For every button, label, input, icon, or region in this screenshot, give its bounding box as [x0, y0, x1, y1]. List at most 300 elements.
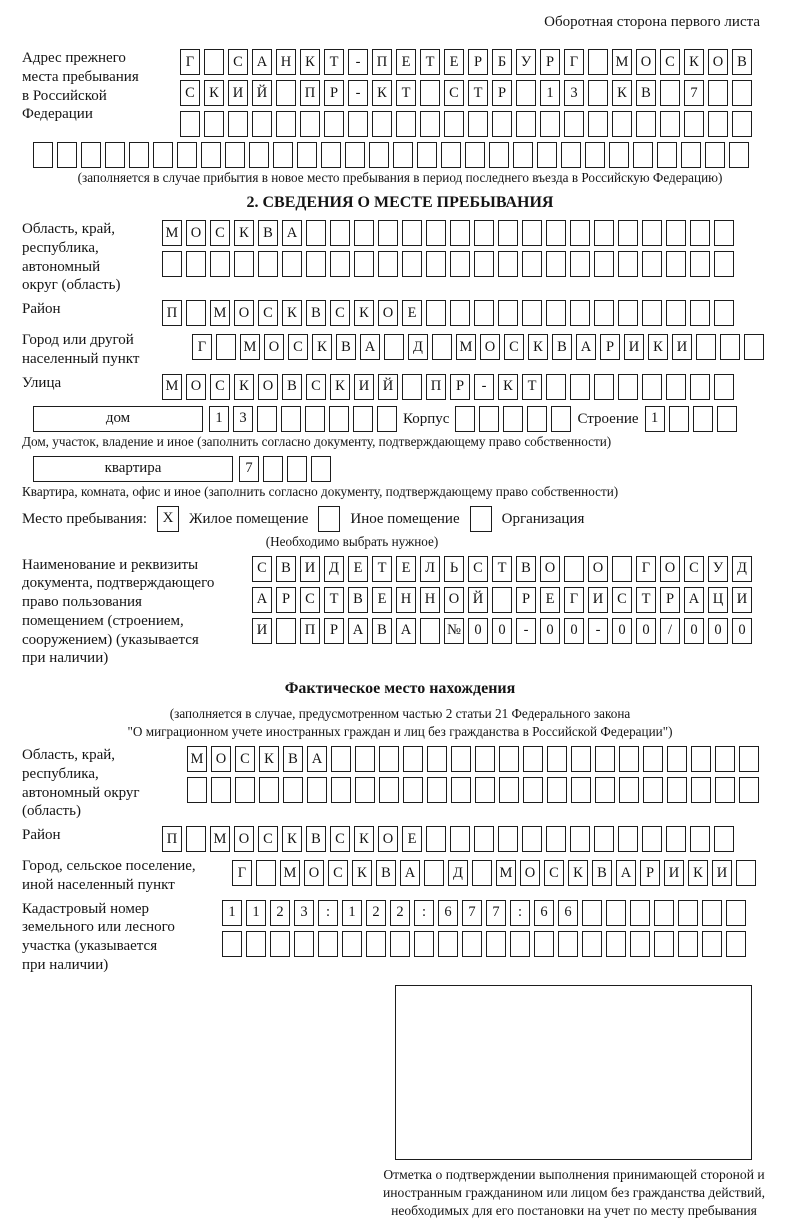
grid-cell[interactable]: С	[210, 374, 230, 400]
grid-cell[interactable]	[186, 826, 206, 852]
grid-cell[interactable]: П	[372, 49, 392, 75]
grid-cell[interactable]: А	[576, 334, 596, 360]
grid-cell[interactable]	[564, 556, 584, 582]
grid-cell[interactable]	[259, 777, 279, 803]
grid-cell[interactable]	[403, 746, 423, 772]
grid-cell[interactable]	[402, 220, 422, 246]
grid-cell[interactable]: Р	[600, 334, 620, 360]
grid-cell[interactable]: О	[378, 826, 398, 852]
grid-cell[interactable]	[546, 251, 566, 277]
grid-cell[interactable]	[475, 746, 495, 772]
grid-cell[interactable]: К	[282, 300, 302, 326]
grid-cell[interactable]: 0	[540, 618, 560, 644]
grid-cell[interactable]	[492, 587, 512, 613]
grid-cell[interactable]	[426, 300, 446, 326]
grid-cell[interactable]	[384, 334, 404, 360]
grid-cell[interactable]	[715, 746, 735, 772]
grid-cell[interactable]: О	[186, 374, 206, 400]
grid-cell[interactable]: 6	[534, 900, 554, 926]
grid-cell[interactable]	[318, 931, 338, 957]
grid-cell[interactable]	[263, 456, 283, 482]
grid-cell[interactable]: М	[612, 49, 632, 75]
grid-cell[interactable]	[186, 300, 206, 326]
grid-cell[interactable]	[522, 826, 542, 852]
grid-cell[interactable]	[403, 777, 423, 803]
grid-cell[interactable]: И	[228, 80, 248, 106]
grid-cell[interactable]: А	[348, 618, 368, 644]
grid-cell[interactable]: С	[504, 334, 524, 360]
grid-cell[interactable]	[657, 142, 677, 168]
grid-cell[interactable]: К	[352, 860, 372, 886]
grid-cell[interactable]	[420, 80, 440, 106]
grid-cell[interactable]: К	[528, 334, 548, 360]
grid-cell[interactable]	[369, 142, 389, 168]
grid-cell[interactable]	[355, 777, 375, 803]
grid-cell[interactable]: Д	[448, 860, 468, 886]
grid-cell[interactable]: А	[282, 220, 302, 246]
grid-cell[interactable]: С	[300, 587, 320, 613]
grid-cell[interactable]: 1	[209, 406, 229, 432]
grid-cell[interactable]: Р	[540, 49, 560, 75]
grid-cell[interactable]	[739, 777, 759, 803]
grid-cell[interactable]: О	[264, 334, 284, 360]
grid-cell[interactable]	[258, 251, 278, 277]
grid-cell[interactable]: 6	[558, 900, 578, 926]
grid-cell[interactable]	[444, 111, 464, 137]
grid-cell[interactable]: В	[306, 826, 326, 852]
grid-cell[interactable]	[228, 111, 248, 137]
grid-cell[interactable]: Г	[564, 49, 584, 75]
grid-cell[interactable]: Н	[396, 587, 416, 613]
grid-cell[interactable]: Е	[444, 49, 464, 75]
grid-cell[interactable]	[513, 142, 533, 168]
grid-cell[interactable]: К	[688, 860, 708, 886]
grid-cell[interactable]: У	[516, 49, 536, 75]
grid-cell[interactable]: В	[516, 556, 536, 582]
grid-cell[interactable]: А	[252, 49, 272, 75]
grid-cell[interactable]: Г	[232, 860, 252, 886]
grid-cell[interactable]: :	[414, 900, 434, 926]
grid-cell[interactable]	[642, 220, 662, 246]
grid-cell[interactable]: Р	[640, 860, 660, 886]
grid-cell[interactable]: 1	[540, 80, 560, 106]
grid-cell[interactable]: И	[732, 587, 752, 613]
grid-cell[interactable]	[732, 80, 752, 106]
grid-cell[interactable]	[492, 111, 512, 137]
grid-cell[interactable]: С	[252, 556, 272, 582]
grid-cell[interactable]	[306, 251, 326, 277]
grid-cell[interactable]: М	[280, 860, 300, 886]
grid-cell[interactable]: А	[616, 860, 636, 886]
grid-cell[interactable]: Т	[324, 49, 344, 75]
grid-cell[interactable]	[438, 931, 458, 957]
grid-cell[interactable]	[324, 111, 344, 137]
grid-cell[interactable]	[660, 111, 680, 137]
grid-cell[interactable]	[204, 111, 224, 137]
grid-cell[interactable]: Й	[252, 80, 272, 106]
grid-cell[interactable]	[726, 931, 746, 957]
grid-cell[interactable]	[705, 142, 725, 168]
grid-cell[interactable]	[348, 111, 368, 137]
grid-cell[interactable]	[571, 777, 591, 803]
grid-cell[interactable]	[276, 80, 296, 106]
grid-cell[interactable]	[503, 406, 523, 432]
grid-cell[interactable]: К	[312, 334, 332, 360]
grid-cell[interactable]: И	[664, 860, 684, 886]
grid-cell[interactable]	[594, 251, 614, 277]
grid-cell[interactable]	[619, 777, 639, 803]
grid-cell[interactable]: :	[318, 900, 338, 926]
grid-cell[interactable]	[486, 931, 506, 957]
grid-cell[interactable]	[235, 777, 255, 803]
grid-cell[interactable]: №	[444, 618, 464, 644]
grid-cell[interactable]: М	[162, 220, 182, 246]
grid-cell[interactable]	[379, 777, 399, 803]
grid-cell[interactable]	[180, 111, 200, 137]
grid-cell[interactable]: Г	[180, 49, 200, 75]
grid-cell[interactable]	[402, 374, 422, 400]
grid-cell[interactable]	[702, 931, 722, 957]
grid-cell[interactable]: П	[426, 374, 446, 400]
grid-cell[interactable]	[297, 142, 317, 168]
grid-cell[interactable]	[201, 142, 221, 168]
grid-cell[interactable]	[523, 746, 543, 772]
grid-cell[interactable]: /	[660, 618, 680, 644]
grid-cell[interactable]	[427, 777, 447, 803]
grid-cell[interactable]	[546, 826, 566, 852]
grid-cell[interactable]	[355, 746, 375, 772]
grid-cell[interactable]: С	[330, 826, 350, 852]
grid-cell[interactable]	[474, 300, 494, 326]
grid-cell[interactable]	[561, 142, 581, 168]
grid-cell[interactable]	[523, 777, 543, 803]
grid-cell[interactable]	[594, 300, 614, 326]
grid-cell[interactable]: Р	[492, 80, 512, 106]
grid-cell[interactable]	[479, 406, 499, 432]
grid-cell[interactable]	[474, 220, 494, 246]
grid-cell[interactable]	[667, 746, 687, 772]
grid-cell[interactable]	[714, 300, 734, 326]
grid-cell[interactable]	[546, 220, 566, 246]
grid-cell[interactable]: М	[240, 334, 260, 360]
grid-cell[interactable]	[690, 374, 710, 400]
grid-cell[interactable]: С	[684, 556, 704, 582]
grid-cell[interactable]	[300, 111, 320, 137]
grid-cell[interactable]: О	[708, 49, 728, 75]
grid-cell[interactable]: -	[348, 49, 368, 75]
grid-cell[interactable]: 7	[239, 456, 259, 482]
grid-cell[interactable]: 6	[438, 900, 458, 926]
grid-cell[interactable]	[153, 142, 173, 168]
grid-cell[interactable]	[474, 826, 494, 852]
grid-cell[interactable]: -	[588, 618, 608, 644]
grid-cell[interactable]: М	[210, 300, 230, 326]
grid-cell[interactable]	[585, 142, 605, 168]
grid-cell[interactable]: И	[252, 618, 272, 644]
grid-cell[interactable]	[534, 931, 554, 957]
grid-cell[interactable]: Т	[468, 80, 488, 106]
grid-cell[interactable]: С	[544, 860, 564, 886]
grid-cell[interactable]	[630, 931, 650, 957]
grid-cell[interactable]	[105, 142, 125, 168]
grid-cell[interactable]	[321, 142, 341, 168]
grid-cell[interactable]: С	[306, 374, 326, 400]
grid-cell[interactable]	[684, 111, 704, 137]
grid-cell[interactable]	[678, 900, 698, 926]
grid-cell[interactable]	[570, 220, 590, 246]
grid-cell[interactable]	[330, 220, 350, 246]
grid-cell[interactable]	[377, 406, 397, 432]
grid-cell[interactable]: 0	[564, 618, 584, 644]
grid-cell[interactable]	[283, 777, 303, 803]
grid-cell[interactable]: В	[732, 49, 752, 75]
grid-cell[interactable]	[420, 618, 440, 644]
grid-cell[interactable]: 0	[684, 618, 704, 644]
grid-cell[interactable]	[643, 746, 663, 772]
grid-cell[interactable]	[714, 826, 734, 852]
grid-cell[interactable]	[537, 142, 557, 168]
grid-cell[interactable]	[702, 900, 722, 926]
grid-cell[interactable]	[715, 777, 735, 803]
grid-cell[interactable]	[305, 406, 325, 432]
grid-cell[interactable]	[714, 220, 734, 246]
grid-cell[interactable]: Д	[408, 334, 428, 360]
grid-cell[interactable]: М	[187, 746, 207, 772]
grid-cell[interactable]: Т	[492, 556, 512, 582]
grid-cell[interactable]	[472, 860, 492, 886]
grid-cell[interactable]	[540, 111, 560, 137]
grid-cell[interactable]	[57, 142, 77, 168]
grid-cell[interactable]	[33, 142, 53, 168]
grid-cell[interactable]	[729, 142, 749, 168]
grid-cell[interactable]: П	[300, 618, 320, 644]
grid-cell[interactable]	[667, 777, 687, 803]
grid-cell[interactable]	[690, 251, 710, 277]
grid-cell[interactable]: О	[186, 220, 206, 246]
grid-cell[interactable]: О	[588, 556, 608, 582]
grid-cell[interactable]	[129, 142, 149, 168]
grid-cell[interactable]: Т	[324, 587, 344, 613]
grid-cell[interactable]: 0	[708, 618, 728, 644]
grid-cell[interactable]	[281, 406, 301, 432]
grid-cell[interactable]	[489, 142, 509, 168]
grid-cell[interactable]: Т	[636, 587, 656, 613]
grid-cell[interactable]	[618, 251, 638, 277]
grid-cell[interactable]	[393, 142, 413, 168]
grid-cell[interactable]	[211, 777, 231, 803]
grid-cell[interactable]: -	[516, 618, 536, 644]
grid-cell[interactable]	[450, 220, 470, 246]
grid-cell[interactable]: В	[282, 374, 302, 400]
grid-cell[interactable]: М	[162, 374, 182, 400]
checkbox-other-premises[interactable]	[318, 506, 340, 532]
grid-cell[interactable]: В	[336, 334, 356, 360]
grid-cell[interactable]: К	[568, 860, 588, 886]
grid-cell[interactable]: П	[300, 80, 320, 106]
grid-cell[interactable]	[522, 220, 542, 246]
grid-cell[interactable]: 7	[684, 80, 704, 106]
grid-cell[interactable]: Р	[450, 374, 470, 400]
grid-cell[interactable]: В	[552, 334, 572, 360]
grid-cell[interactable]	[547, 777, 567, 803]
grid-cell[interactable]	[475, 777, 495, 803]
grid-cell[interactable]	[498, 220, 518, 246]
grid-cell[interactable]	[353, 406, 373, 432]
grid-cell[interactable]	[331, 777, 351, 803]
grid-cell[interactable]: С	[180, 80, 200, 106]
grid-cell[interactable]: 2	[270, 900, 290, 926]
grid-cell[interactable]: А	[684, 587, 704, 613]
grid-cell[interactable]: К	[300, 49, 320, 75]
grid-cell[interactable]	[516, 80, 536, 106]
grid-cell[interactable]	[451, 746, 471, 772]
grid-cell[interactable]	[379, 746, 399, 772]
grid-cell[interactable]: С	[288, 334, 308, 360]
grid-cell[interactable]	[594, 220, 614, 246]
grid-cell[interactable]: Р	[468, 49, 488, 75]
grid-cell[interactable]	[450, 826, 470, 852]
grid-cell[interactable]	[726, 900, 746, 926]
grid-cell[interactable]: 0	[492, 618, 512, 644]
grid-cell[interactable]: В	[592, 860, 612, 886]
grid-cell[interactable]: О	[234, 826, 254, 852]
grid-cell[interactable]	[498, 300, 518, 326]
grid-cell[interactable]: А	[396, 618, 416, 644]
grid-cell[interactable]	[612, 556, 632, 582]
grid-cell[interactable]	[396, 111, 416, 137]
grid-cell[interactable]: О	[480, 334, 500, 360]
grid-cell[interactable]: В	[636, 80, 656, 106]
grid-cell[interactable]: И	[354, 374, 374, 400]
grid-cell[interactable]	[427, 746, 447, 772]
grid-cell[interactable]	[282, 251, 302, 277]
grid-cell[interactable]: Р	[276, 587, 296, 613]
grid-cell[interactable]	[678, 931, 698, 957]
grid-cell[interactable]	[420, 111, 440, 137]
grid-cell[interactable]: М	[210, 826, 230, 852]
grid-cell[interactable]: Л	[420, 556, 440, 582]
grid-cell[interactable]: О	[378, 300, 398, 326]
grid-cell[interactable]: О	[304, 860, 324, 886]
grid-cell[interactable]	[307, 777, 327, 803]
grid-cell[interactable]	[294, 931, 314, 957]
grid-cell[interactable]	[186, 251, 206, 277]
grid-cell[interactable]	[714, 374, 734, 400]
grid-cell[interactable]: П	[162, 826, 182, 852]
grid-cell[interactable]: О	[258, 374, 278, 400]
grid-cell[interactable]: К	[234, 374, 254, 400]
grid-cell[interactable]	[257, 406, 277, 432]
grid-cell[interactable]	[424, 860, 444, 886]
grid-cell[interactable]	[216, 334, 236, 360]
grid-cell[interactable]	[717, 406, 737, 432]
grid-cell[interactable]	[331, 746, 351, 772]
grid-cell[interactable]	[660, 80, 680, 106]
grid-cell[interactable]	[372, 111, 392, 137]
grid-cell[interactable]	[564, 111, 584, 137]
grid-cell[interactable]	[744, 334, 764, 360]
grid-cell[interactable]	[546, 300, 566, 326]
grid-cell[interactable]: Е	[402, 826, 422, 852]
grid-cell[interactable]	[588, 111, 608, 137]
grid-cell[interactable]	[571, 746, 591, 772]
grid-cell[interactable]	[81, 142, 101, 168]
grid-cell[interactable]: О	[234, 300, 254, 326]
grid-cell[interactable]: И	[672, 334, 692, 360]
grid-cell[interactable]	[594, 826, 614, 852]
grid-cell[interactable]: К	[354, 300, 374, 326]
grid-cell[interactable]: О	[444, 587, 464, 613]
grid-cell[interactable]: М	[456, 334, 476, 360]
grid-cell[interactable]: Г	[564, 587, 584, 613]
grid-cell[interactable]	[256, 860, 276, 886]
grid-cell[interactable]	[690, 826, 710, 852]
grid-cell[interactable]: С	[228, 49, 248, 75]
grid-cell[interactable]: 1	[246, 900, 266, 926]
grid-cell[interactable]: Т	[420, 49, 440, 75]
grid-cell[interactable]	[693, 406, 713, 432]
checkbox-organization[interactable]	[470, 506, 492, 532]
grid-cell[interactable]	[582, 931, 602, 957]
grid-cell[interactable]	[222, 931, 242, 957]
grid-cell[interactable]	[510, 931, 530, 957]
grid-cell[interactable]	[595, 746, 615, 772]
grid-cell[interactable]: П	[162, 300, 182, 326]
grid-cell[interactable]	[643, 777, 663, 803]
grid-cell[interactable]: 0	[732, 618, 752, 644]
grid-cell[interactable]: И	[712, 860, 732, 886]
grid-cell[interactable]: Г	[636, 556, 656, 582]
grid-cell[interactable]: Е	[540, 587, 560, 613]
grid-cell[interactable]: У	[708, 556, 728, 582]
grid-cell[interactable]	[666, 251, 686, 277]
grid-cell[interactable]	[594, 374, 614, 400]
grid-cell[interactable]	[654, 931, 674, 957]
grid-cell[interactable]	[714, 251, 734, 277]
grid-cell[interactable]	[690, 300, 710, 326]
grid-cell[interactable]: В	[258, 220, 278, 246]
grid-cell[interactable]: В	[306, 300, 326, 326]
grid-cell[interactable]	[642, 374, 662, 400]
grid-cell[interactable]: Ц	[708, 587, 728, 613]
grid-cell[interactable]: С	[258, 826, 278, 852]
grid-cell[interactable]: Г	[192, 334, 212, 360]
grid-cell[interactable]	[630, 900, 650, 926]
grid-cell[interactable]	[366, 931, 386, 957]
grid-cell[interactable]: Р	[324, 618, 344, 644]
grid-cell[interactable]: Т	[522, 374, 542, 400]
grid-cell[interactable]	[633, 142, 653, 168]
grid-cell[interactable]: 0	[636, 618, 656, 644]
grid-cell[interactable]: К	[648, 334, 668, 360]
grid-cell[interactable]: К	[330, 374, 350, 400]
grid-cell[interactable]	[708, 111, 728, 137]
grid-cell[interactable]	[499, 746, 519, 772]
grid-cell[interactable]	[669, 406, 689, 432]
grid-cell[interactable]	[474, 251, 494, 277]
grid-cell[interactable]	[606, 900, 626, 926]
grid-cell[interactable]: Р	[660, 587, 680, 613]
grid-cell[interactable]: Н	[420, 587, 440, 613]
grid-cell[interactable]	[570, 300, 590, 326]
grid-cell[interactable]: В	[372, 618, 392, 644]
grid-cell[interactable]: С	[328, 860, 348, 886]
grid-cell[interactable]	[618, 220, 638, 246]
grid-cell[interactable]: И	[624, 334, 644, 360]
grid-cell[interactable]	[378, 251, 398, 277]
grid-cell[interactable]	[551, 406, 571, 432]
grid-cell[interactable]	[732, 111, 752, 137]
